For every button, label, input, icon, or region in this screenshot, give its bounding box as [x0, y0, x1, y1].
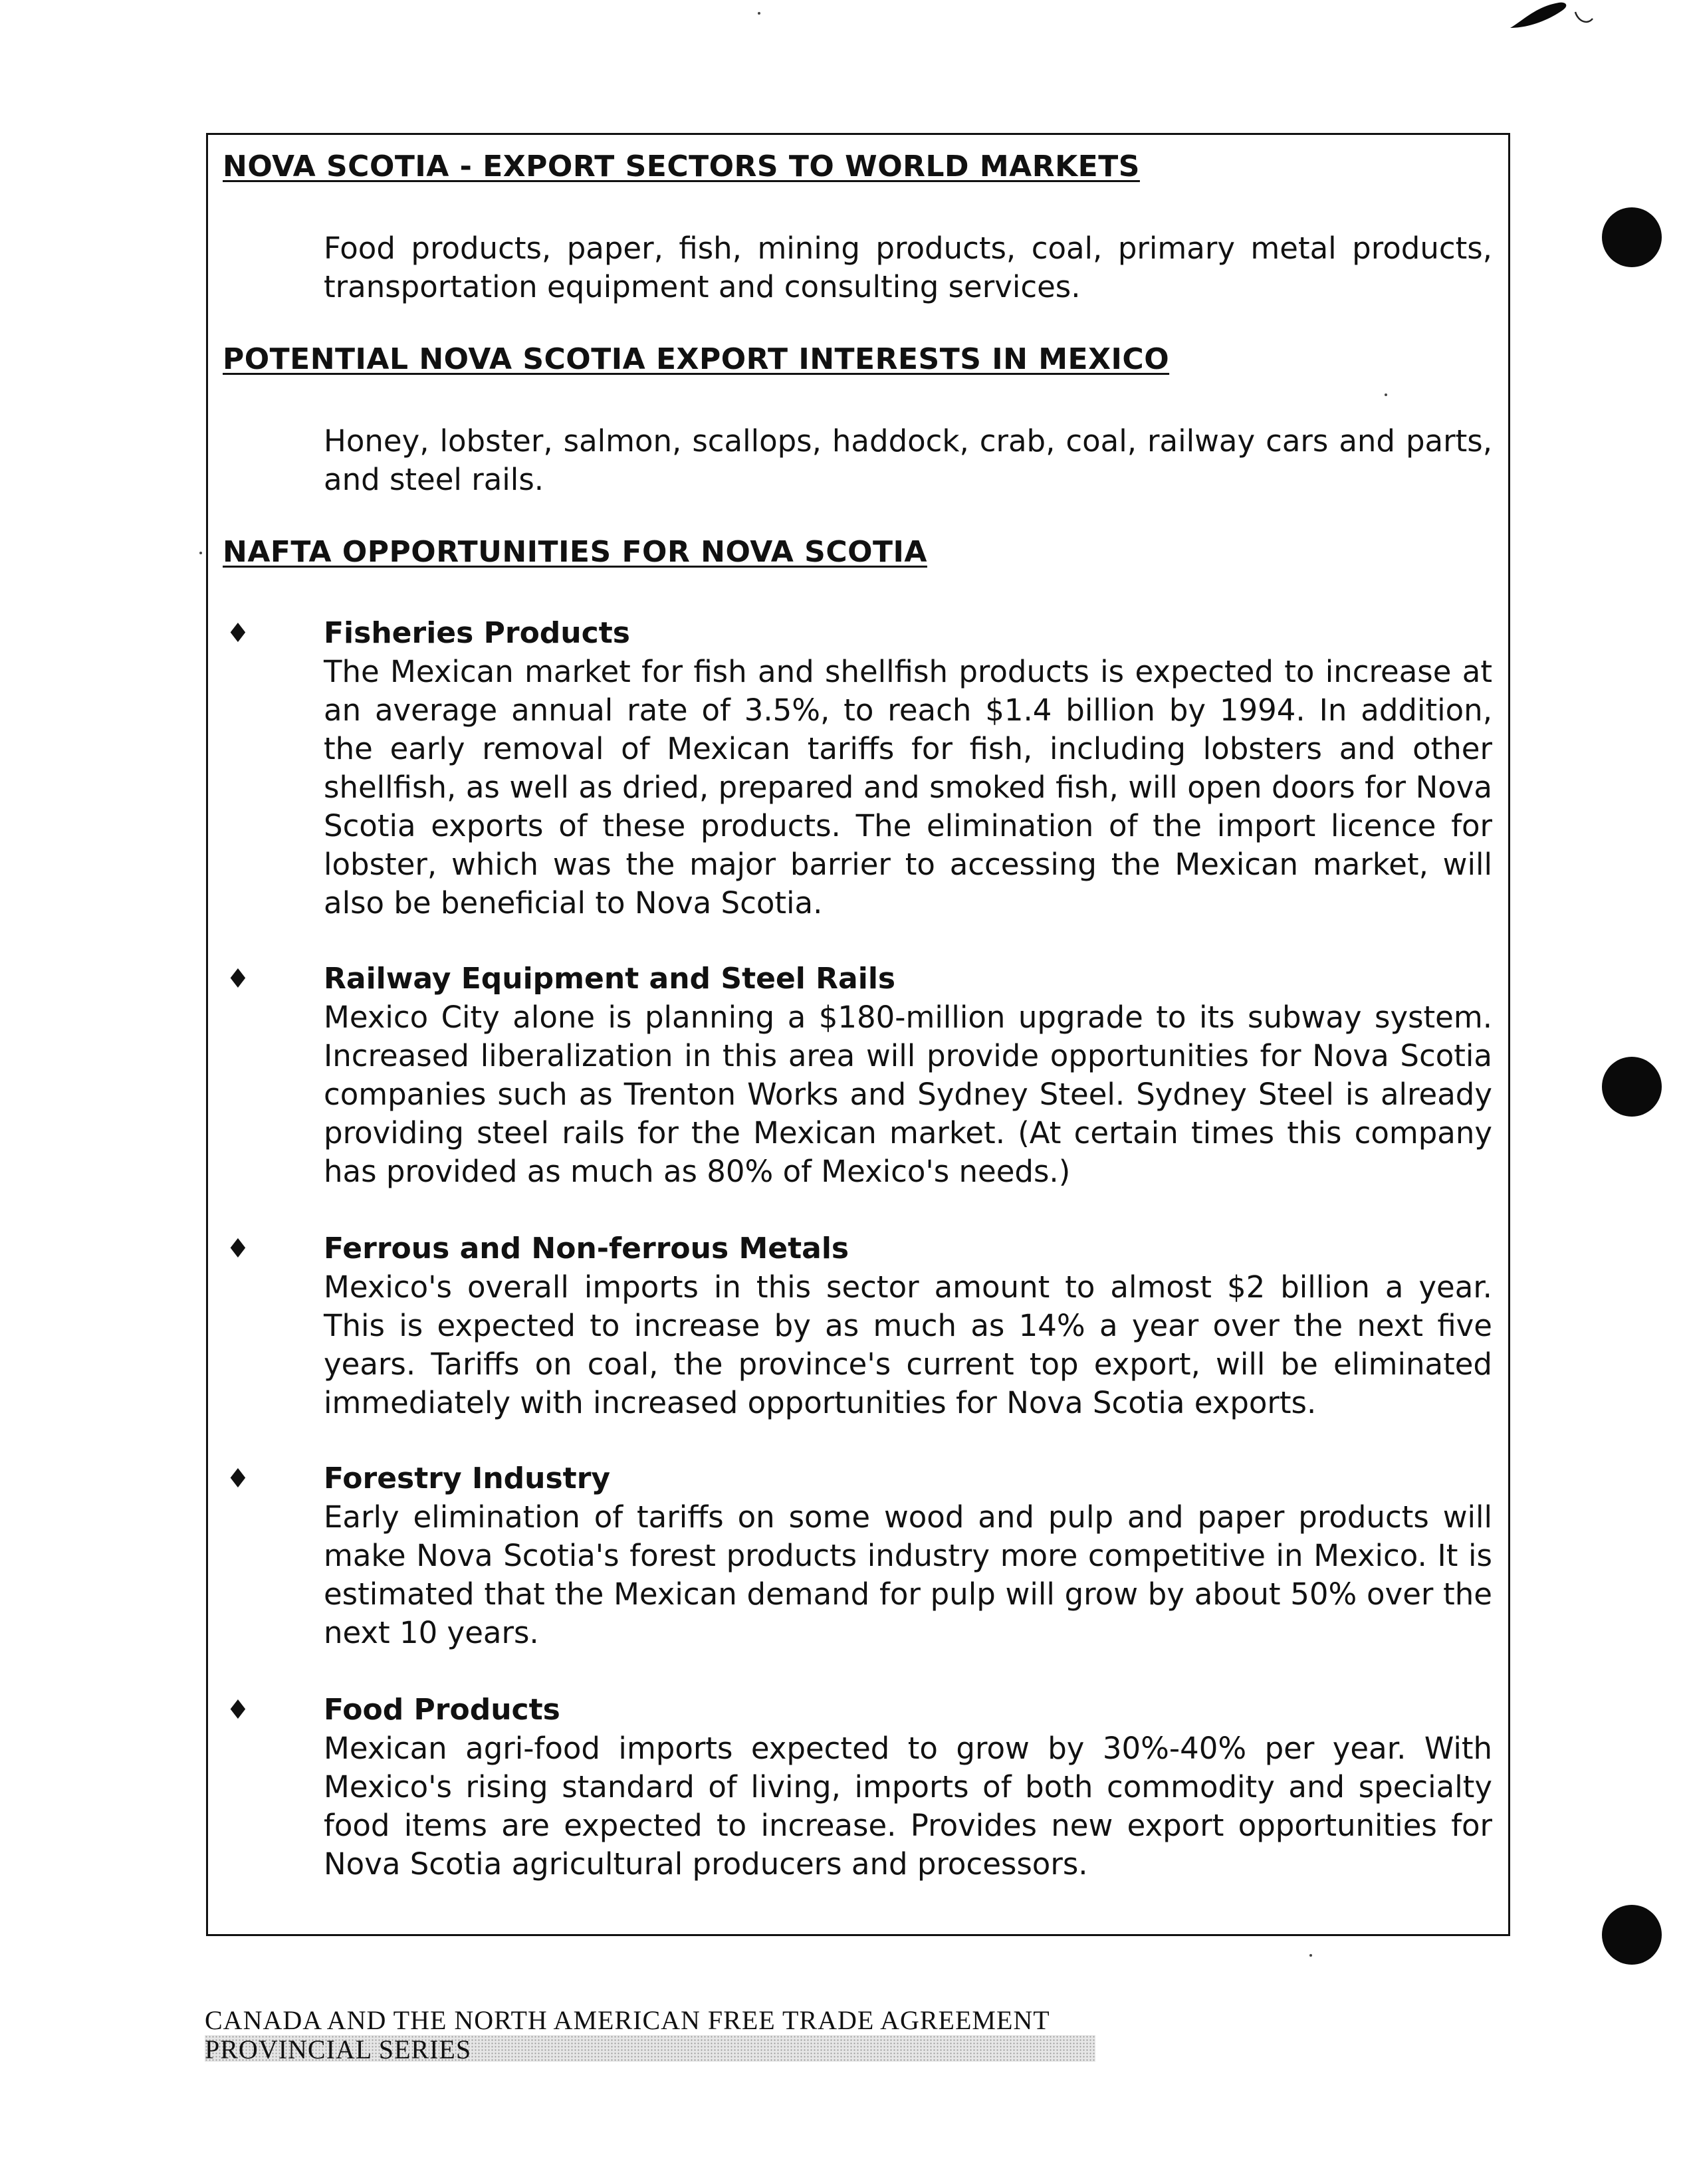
opportunity-title: Ferrous and Non-ferrous Metals — [324, 1232, 849, 1265]
scan-speck — [1309, 1954, 1312, 1957]
scan-speck — [758, 12, 760, 15]
heading-nafta-opportunities: NAFTA OPPORTUNITIES FOR NOVA SCOTIA — [223, 535, 927, 569]
opportunity-title: Forestry Industry — [324, 1462, 611, 1495]
heading-export-interests: POTENTIAL NOVA SCOTIA EXPORT INTERESTS IN MEXICO — [223, 342, 1170, 376]
opportunity-title: Food Products — [324, 1693, 560, 1727]
opportunity-item-metals — [324, 1230, 1492, 1422]
opportunity-item-railway — [324, 960, 1492, 1191]
binder-hole-middle — [1602, 1057, 1662, 1117]
bullet-icon: ♦ — [226, 618, 250, 649]
binder-hole-top — [1602, 207, 1662, 267]
opportunity-text: Mexican agri-food imports expected to grow by 30%-40% per year. With Mexico's rising standard of living, imports of both commodity and specialty food items are expected to increase. Provides new export opportunities for Nova Scotia agricultural producers and processors. — [324, 1731, 1492, 1882]
bullet-icon: ♦ — [226, 1234, 250, 1264]
opportunity-item-fisheries — [324, 614, 1492, 923]
export-interests-text: Honey, lobster, salmon, scallops, haddock, crab, coal, railway cars and parts, and steel rails. — [324, 423, 1492, 497]
footer-series-subtitle: PROVINCIAL SERIES — [205, 2034, 472, 2064]
opportunity-item-forestry — [324, 1460, 1492, 1652]
bullet-icon: ♦ — [226, 1695, 250, 1725]
opportunity-text: The Mexican market for fish and shellfish products is expected to increase at an average annual rate of 3.5%, to reach $1.4 billion by 1994. In addition, the early removal of Mexican tariffs for fish, including lobsters and other shellfish, as well as dried, prepared and smoked fish, will open doors for Nova Scotia exports of these products. The elimination of the import licence for lobster, which was the major barrier to accessing the Mexican market, will also be beneficial to Nova Scotia. — [324, 654, 1492, 921]
heading-export-sectors: NOVA SCOTIA - EXPORT SECTORS TO WORLD MARKETS — [223, 150, 1140, 183]
scan-speck — [199, 552, 202, 554]
opportunity-title: Fisheries Products — [324, 616, 630, 650]
opportunity-item-food — [324, 1691, 1492, 1884]
scan-smudge-mark — [1509, 1, 1595, 31]
footer-series-title: CANADA AND THE NORTH AMERICAN FREE TRADE AGREEMENT — [205, 2005, 1050, 2035]
bullet-icon: ♦ — [226, 1464, 250, 1494]
opportunity-text: Mexico's overall imports in this sector amount to almost $2 billion a year. This is expected to increase by as much as 14% a year over the next five years. Tariffs on coal, the province's current top export, will be eliminated immediately with increased opportunities for Nova Scotia exports. — [324, 1269, 1492, 1420]
opportunity-text: Mexico City alone is planning a $180-million upgrade to its subway system. Increased liberalization in this area will provide opportunities for Nova Scotia companies such as Trenton Works and Sydney Steel. Sydney Steel is already providing steel rails for the Mexican market. (At certain times this company has provided as much as 80% of Mexico's needs.) — [324, 1000, 1492, 1189]
binder-hole-bottom — [1602, 1905, 1662, 1965]
opportunity-text: Early elimination of tariffs on some wood and pulp and paper products will make Nova Scotia's forest products industry more competitive in Mexico. It is estimated that the Mexican demand for pulp will grow by about 50% over the next 10 years. — [324, 1499, 1492, 1650]
opportunity-title: Railway Equipment and Steel Rails — [324, 962, 896, 996]
export-sectors-text: Food products, paper, fish, mining products, coal, primary metal products, transportation equipment and consulting services. — [324, 231, 1492, 304]
bullet-icon: ♦ — [226, 964, 250, 994]
